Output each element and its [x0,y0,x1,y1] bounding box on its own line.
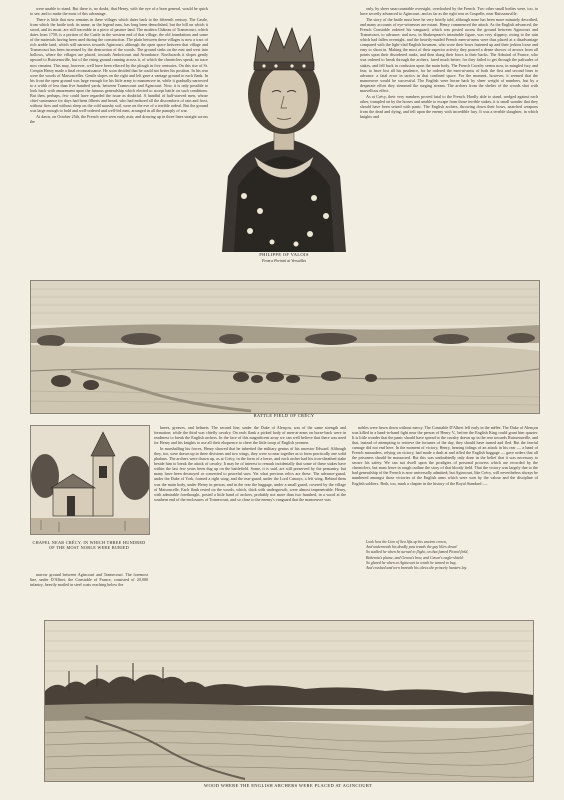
paragraph: were unable to stand. But there is, no doubt, that Henry, with the eye of a born general, would be quick to see, and to make the most of this advantage. [30,6,208,17]
poem-line: Bohemia's plume, and Genoa's bow, and Cæsar's eagle-shield: [366,555,464,560]
paragraph: At dawn, on October 25th, the French were seen early astir, and drawing up in three lines straight across the [30,113,208,125]
portrait-caption [214,252,354,264]
text-column-middle-left [30,572,148,612]
poem-line: Look how the Lion of Sea lifts up his ancient crown, [366,540,447,544]
portrait-engraving [214,6,354,252]
text-column-middle-right [352,425,538,535]
poem-line: So glared he when at Agincourt in wrath he turned to bay, [366,560,457,565]
portrait-subtitle: From a Portrait at Versailles [262,259,306,263]
paragraph: only, by sheer unaccountable oversight, overlooked by the French. Two other small bodies were, too, to have secretly advanced to Agincourt, and as far as the right rear as Coupelle, near Ruisseauville. [360,6,538,17]
paragraph: In marshalling his forces, Henry showed that he inherited the military genius of his ancestor Edward. Although they, too, were drawn up in three divisions and two wings, they were so near together as to form practically one solid phalanx. The archers were drawn up, as at Crécy, in the form of a herse, and each archer had his iron-sheathed stake beside him to break the attack of cavalry. It may be of interest to remark incidentally that some of these stakes have within the last few years been dug up on the battlefield. Some, it is said, are still preserved by the peasantry, but many have been destroyed or converted to peaceful uses. Yet what precious relics are these. The advance-guard, under the Duke of York, formed a right wing, and the rear-guard, under the Lord Camoys, a left wing. Behind them was the main body, under Henry in person, and in the rear the baggage, under a small guard, covered by the village of Maisoncelle. Each flank rested on the woods, which, thick with undergrowth, were almost impenetrable. Henry, with admirable forethought, posted a little band of archers, probably not more than two hundred, in a wood at the southern end of the enclosures of Tramecourt, and so close to the enemy's vanguard that the manoeuvre was [154,446,346,502]
chapel-engraving [30,425,150,535]
battlefield-caption: BATTLE FIELD OF CRÉCY [253,413,315,418]
wood-engraving [44,620,534,782]
wood-caption: WOOD WHERE THE ENGLISH ARCHERS WERE PLACED AT AGINCOURT [203,783,373,788]
text-column-right [360,6,538,270]
paragraph: knees, greaves, and helmets. The second line, under the Duke of Alençon, was of the same strength and formation; while the third was chiefly cavalry. On each flank a picked body of men-at-arms on horse-back were in readiness to break the English archers. In the face of this magnificent array we can well believe that there was need for Henry and his knights to use all their eloquence to cheer the little troop of English yeomen. [154,425,346,446]
chapel-caption: CHAPEL NEAR CRÉCY, IN WHICH THREE HUNDRED OF THE MOST NOBLE WERE BURIED [32,540,146,551]
paragraph: The story of the battle must here be very briefly told, although none has been more minutely described, and many accounts of eye-witnesses are extant. Henry commenced the attack. As the English advanced, the French Constable ordered his vanguard, which was posted across the ground between Agincourt and Tramecourt, to advance; and now, in Shakespeare's inimitable figure, was very slippery, owing to the rain which had fallen overnight, and the heavily-mailed French men-at-arms were thus placed at a disadvantage compared with the light-clad English bowmen, who wore their bows fastened up and their jerkins loose and easy to shoot in. Making the most of their superior activity they poured a dense shower of arrows from all points upon their disordered ranks, and then slung their bows to their backs. The Admiral of France, who was ordered to break through the archers, fared much better; for they failed to get through the palisades of stakes, and fell back in confusion upon the main body. The French Cavalry seems now, in mingled fury and fear, to have lost all his prudence, for he ordered the men-at-arms of both the first and second lines to advance. a fatal error in tactics in that confined space. For the moment, however, it seemed that the manoeuvre would be successful. The English were borne back by sheer weight of numbers, but by a desperate effort they stemmed the surging stream. The archers from the shelter of the woods shot with marvellous effect. [360,17,538,93]
paragraph: As at Crécy, their very numbers proved fatal to the French. Hardly able to stand, wedged against each other, trampled on by the horses and unable to escape from those terrible stakes, it is small wonder that they should have been seized with panic. The English archers, throwing down their bows, snatched weapons from the dead and dying, and fell upon the enemy with incredible fury. It was a terrible slaughter, in which knights and [360,93,538,119]
text-column-left [30,6,208,306]
battlefield-engraving [30,280,540,414]
poem-line: And crushed and torn beneath his claws the princely hunters lay. [366,566,468,571]
paragraph: narrow ground between Agincourt and Tramecourt. The foremost line, under D'Albret, the Constable of France, consisted of 20,000 infantry, heavily mailed in steel coats reaching below the [30,572,148,588]
portrait-title: PHILIPPE OF VALOIS [259,252,309,257]
text-column-middle-center [154,425,346,617]
poem [366,540,538,571]
paragraph: There is little that now remains in these villages which dates back to the fifteenth century. The Castle, from which the battle took its name, as the legend runs, has long been demolished, but the hill on which it stood, and its moat, are still traceable in a piece of pasture land. The modern Château of Tramecourt, which dates from 1750, is a portion of the Castle in the western end of that village, the old foundations and some of the materials having been used during the construction. The plain between these villages is now a tract of rich arable land, which still narrows towards Agincourt, although the open space between that village and Tramecourt has been increased by the destruction of the woods. The ground sinks on the east and west into hollows, where the villages are placed, towards Ambricourt and Avondance. Northwards it slopes gently upward to Ruisseauville, but of the rising ground running across it, of which the chroniclers speak, no trace now remains. This may, however, well have been effaced by the plough in five centuries. On this rise of St. Crespin Henry made a final reconnaissance. He soon decided that he could not better his position. In his rear were the woods of Maisoncelles. Gentle slopes on the right and left gave a vantage ground to each flank. In his front the open ground was large enough for his little army to manoeuvre in, while it gradually narrowed to a width of less than five hundred yards, between Tramecourt and Agincourt. Now, it is only possible to look back with amazement upon the fatuous generalship which elected to accept battle on such conditions. But then, perhaps, few could have regarded the issue as doubtful. A handful of half-starved men, whose chief sustenance for days had been filberts and bread, who had endured all the discomforts of rain and frost, without fires and without sleep on the cold marshy soil, were on the eve of a terrible ordeal. But the ground was large enough to hold and well-ordered and well-led men, arranged in all the panoply of war. [30,17,208,113]
poem-line: And underneath his deadly paw treads the gay lilies down! [366,545,458,550]
paragraph: nobles were hewn down without mercy. The Constable D'Albret fell early in the mêlée. The Duke of Alençon was killed in a hand-to-hand fight near the person of Henry V., before the English King could grant him quarter. It is little wonder that the panic should have spread to the cavalry drawn up in the rear towards Ruisseauville, and that, instead of attempting to retrieve the fortunes of the day, they should have turned and fled. But the fearful carnage did not end here. In the moment of victory, Henry, hearing tidings of an attack in his rear — a band of French marauders, relying on victory, had made a dash at and rifled the English baggage — gave orders that all the prisoners should be massacred. But this was undoubtedly only done in the belief that it was necessary to secure his safety. We can not dwell upon the prodigies of personal prowess which are recorded by the chroniclers, but must leave in rough outline the story of that bloody field. That the victory was largely due to the bad generalship of the French is now universally admitted; but Agincourt, like Crécy, will nevertheless always be numbered amongst those victories of the English arms which were won by the valour and the discipline of English soldiers. Both, too, mark a chapter in the history of the Royal Standard :— [352,425,538,486]
poem-line: So stalked he when he turned to flight, on that famed Picard field, [366,550,469,555]
